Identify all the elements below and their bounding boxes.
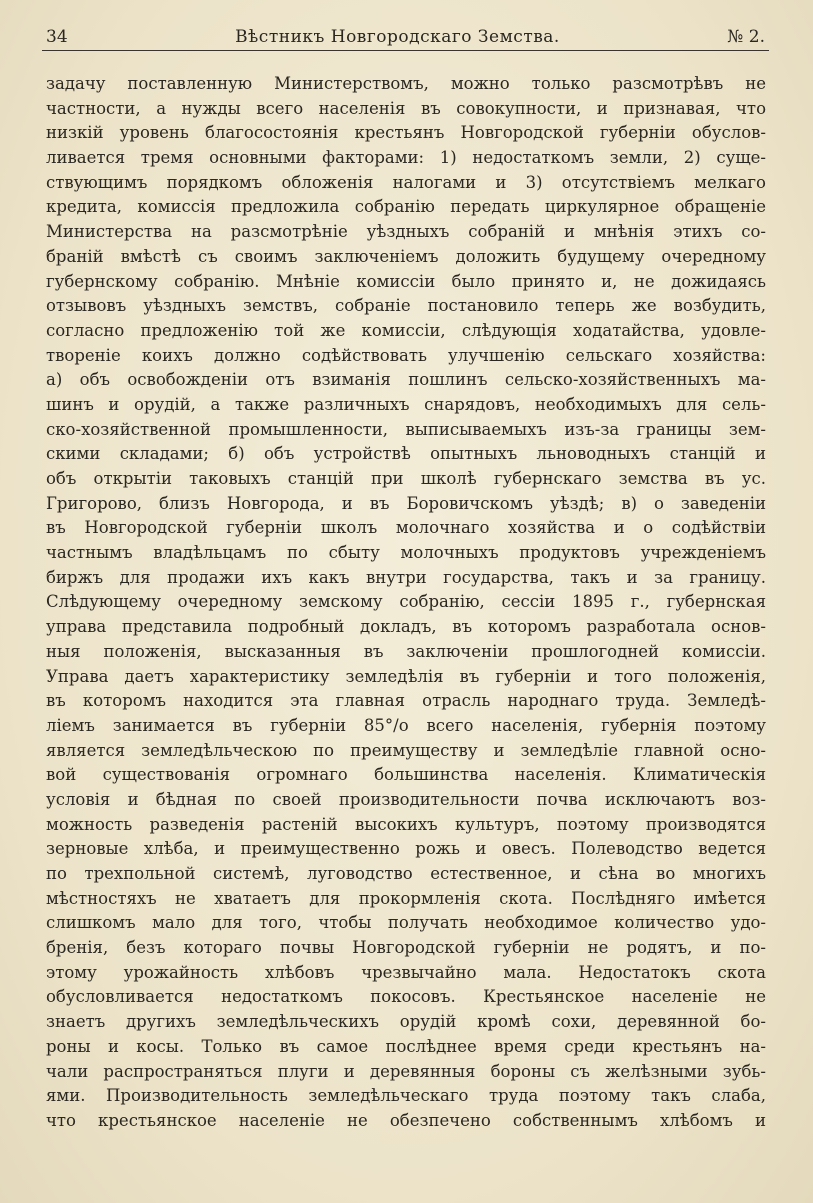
page-number: 34 [46, 27, 68, 47]
text-line: кредита, комиссія предложила собранію передать циркулярное обращеніе [46, 197, 766, 217]
text-line: Григорово, близъ Новгорода, и въ Боровичскомъ уѣздѣ; в) о заведеніи [46, 493, 766, 513]
text-line: слишкомъ мало для того, чтобы получать необходимое количество удо- [46, 913, 766, 933]
text-line: губернскому собранію. Мнѣніе комиссіи было принято и, не дожидаясь [46, 271, 766, 291]
text-line: мѣстностяхъ не хватаетъ для прокормленія скота. Послѣдняго имѣется [46, 888, 766, 908]
text-line: частности, а нужды всего населенія въ совокупности, и признавая, что [46, 98, 766, 118]
text-line: обусловливается недостаткомъ покосовъ. Крестьянское населеніе не [46, 987, 766, 1007]
text-line: согласно предложенію той же комиссіи, слѣдующія ходатайства, удовле- [46, 320, 766, 340]
text-line: ствующимъ порядкомъ обложенія налогами и 3) отсутствіемъ мелкаго [46, 172, 766, 192]
text-line: ліемъ занимается въ губерніи 85°/о всего населенія, губернія поэтому [46, 715, 766, 735]
body-text [46, 72, 766, 1134]
text-line: условія и бѣдная по своей производительности почва исключаютъ воз- [46, 789, 766, 809]
text-line: по трехпольной системѣ, луговодство естественное, и сѣна во многихъ [46, 864, 766, 883]
text-line: въ которомъ находится эта главная отрасль народнаго труда. Земледѣ- [46, 691, 766, 711]
text-line: скими складами; б) объ устройствѣ опытныхъ льноводныхъ станцій и [46, 444, 766, 464]
issue-number: № 2. [727, 27, 765, 47]
text-line: низкій уровень благосостоянія крестьянъ Новгородской губерніи обуслов- [46, 123, 766, 143]
text-line: ныя положенія, высказанныя въ заключеніи прошлогодней комиссіи. [46, 641, 766, 661]
text-line: а) объ освобожденіи отъ взиманія пошлинъ сельско-хозяйственныхъ ма- [46, 370, 766, 390]
text-line: Слѣдующему очередному земскому собранію, сессіи 1895 г., губернская [46, 592, 766, 612]
text-line: роны и косы. Только въ самое послѣднее время среди крестьянъ на- [46, 1036, 766, 1056]
text-line: управа представила подробный докладъ, въ которомъ разработала основ- [46, 617, 766, 637]
header-rule [42, 50, 769, 51]
text-line: ями. Производительность земледѣльческаго труда поэтому такъ слаба, [46, 1086, 766, 1106]
text-line: зерновые хлѣба, и преимущественно рожь и овесъ. Полеводство ведется [46, 839, 766, 859]
text-line: Управа даетъ характеристику земледѣлія въ губерніи и того положенія, [46, 666, 766, 686]
text-line: Министерства на разсмотрѣніе уѣздныхъ собраній и мнѣнія этихъ со- [46, 222, 766, 242]
text-line: можность разведенія растеній высокихъ культуръ, поэтому производятся [46, 814, 766, 834]
text-line: ливается тремя основными факторами: 1) недостаткомъ земли, 2) суще- [46, 148, 766, 168]
text-line: что крестьянское населеніе не обезпечено собственнымъ хлѣбомъ и [46, 1110, 766, 1130]
text-line: объ открытіи таковыхъ станцій при школѣ губернскаго земства въ ус. [46, 469, 766, 488]
text-line: въ Новгородской губерніи школъ молочнаго хозяйства и о содѣйствіи [46, 518, 766, 538]
journal-title: Вѣстникъ Новгородскаго Земства. [235, 27, 560, 47]
text-line: этому урожайность хлѣбовъ чрезвычайно мала. Недостатокъ скота [46, 962, 766, 982]
text-line: задачу поставленную Министерствомъ, можно только разсмотрѣвъ не [46, 74, 766, 93]
text-line: ско-хозяйственной промышленности, выписываемыхъ изъ-за границы зем- [46, 419, 766, 439]
text-line: бренія, безъ котораго почвы Новгородской губерніи не родятъ, и по- [46, 938, 766, 958]
running-header [46, 22, 765, 52]
text-line: твореніе коихъ должно содѣйствовать улучшенію сельскаго хозяйства: [46, 345, 766, 365]
text-line: биржъ для продажи ихъ какъ внутри государства, такъ и за границу. [46, 567, 766, 587]
text-line: отзывовъ уѣздныхъ земствъ, собраніе постановило теперь же возбудить, [46, 296, 766, 316]
text-line: знаетъ другихъ земледѣльческихъ орудій кромѣ сохи, деревянной бо- [46, 1012, 766, 1032]
text-line: чали распространяться плуги и деревянныя бороны съ желѣзными зубь- [46, 1061, 766, 1081]
text-line: является земледѣльческою по преимуществу и земледѣліе главной осно- [46, 740, 766, 760]
text-line: браній вмѣстѣ съ своимъ заключеніемъ доложить будущему очередному [46, 246, 766, 266]
text-line: частнымъ владѣльцамъ по сбыту молочныхъ продуктовъ учрежденіемъ [46, 543, 766, 563]
text-line: вой существованія огромнаго большинства населенія. Климатическія [46, 765, 766, 785]
text-line: шинъ и орудій, а также различныхъ снарядовъ, необходимыхъ для сель- [46, 394, 766, 414]
